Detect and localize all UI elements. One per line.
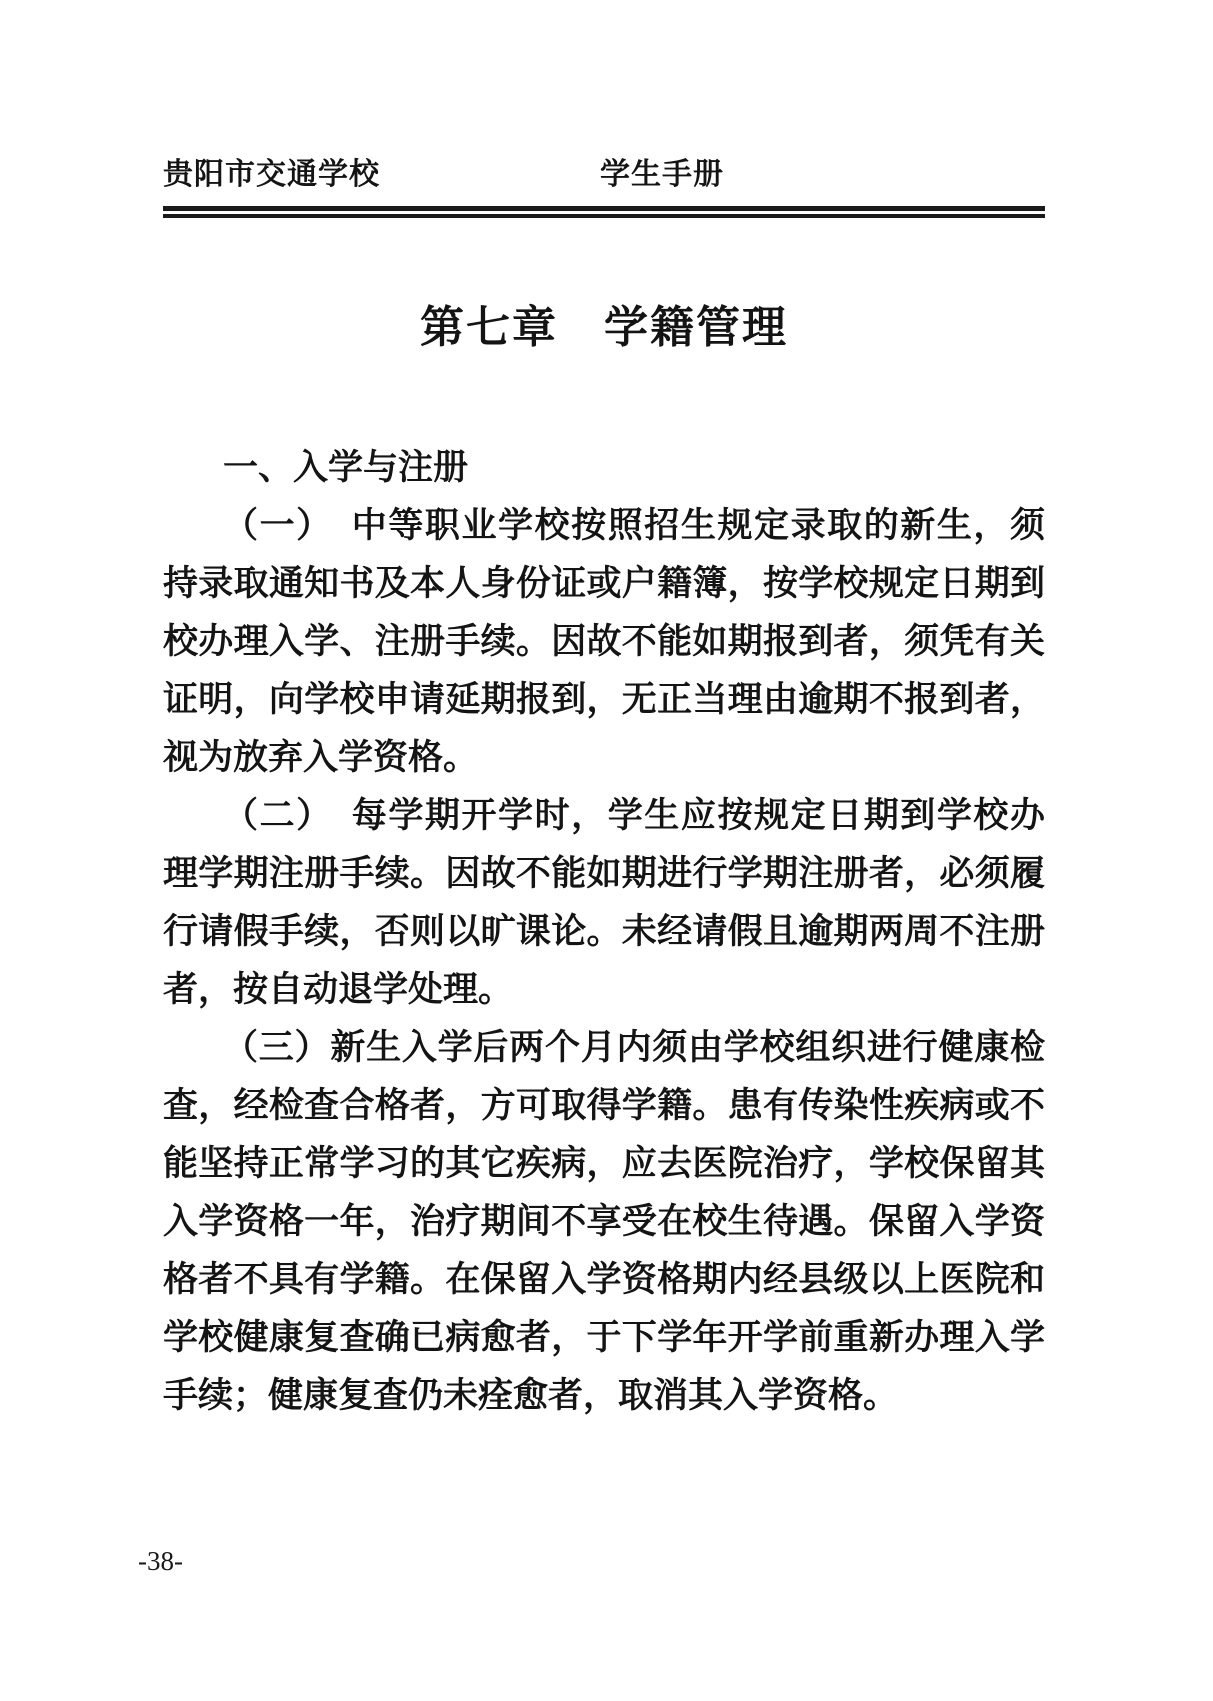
header-school-name: 贵阳市交通学校 — [163, 158, 380, 191]
header-double-rule — [163, 206, 1045, 218]
paragraph-enrollment-1: （一） 中等职业学校按照招生规定录取的新生，须持录取通知书及本人身份证或户籍簿，按学校规定日期到校办理入学、注册手续。因故不能如期报到者，须凭有关证明，向学校申请延期报到，无正当理由逾期不报到者，视为放弃入学资格。 — [163, 506, 1045, 777]
section-heading: 一、入学与注册 — [223, 448, 469, 487]
content-column — [163, 0, 1045, 1425]
header-handbook-title: 学生手册 — [600, 158, 724, 191]
paragraph-enrollment-2: （二） 每学期开学时，学生应按规定日期到学校办理学期注册手续。因故不能如期进行学期注册者，必须履行请假手续，否则以旷课论。未经请假且逾期两周不注册者，按自动退学处理。 — [163, 796, 1045, 1009]
paragraph-enrollment-3: （三）新生入学后两个月内须由学校组织进行健康检查，经检查合格者，方可取得学籍。患有传染性疾病或不能坚持正常学习的其它疾病，应去医院治疗，学校保留其入学资格一年，治疗期间不享受在校生待遇。保留入学资格者不具有学籍。在保留入学资格期内经县级以上医院和学校健康复查确已病愈者，于下学年开学前重新办理入学手续；健康复查仍未痊愈者，取消其入学资格。 — [163, 1028, 1045, 1415]
page-header — [163, 158, 1045, 198]
document-body — [163, 439, 1045, 1425]
page-number: -38- — [138, 1546, 183, 1576]
chapter-title: 第七章 学籍管理 — [420, 303, 788, 352]
